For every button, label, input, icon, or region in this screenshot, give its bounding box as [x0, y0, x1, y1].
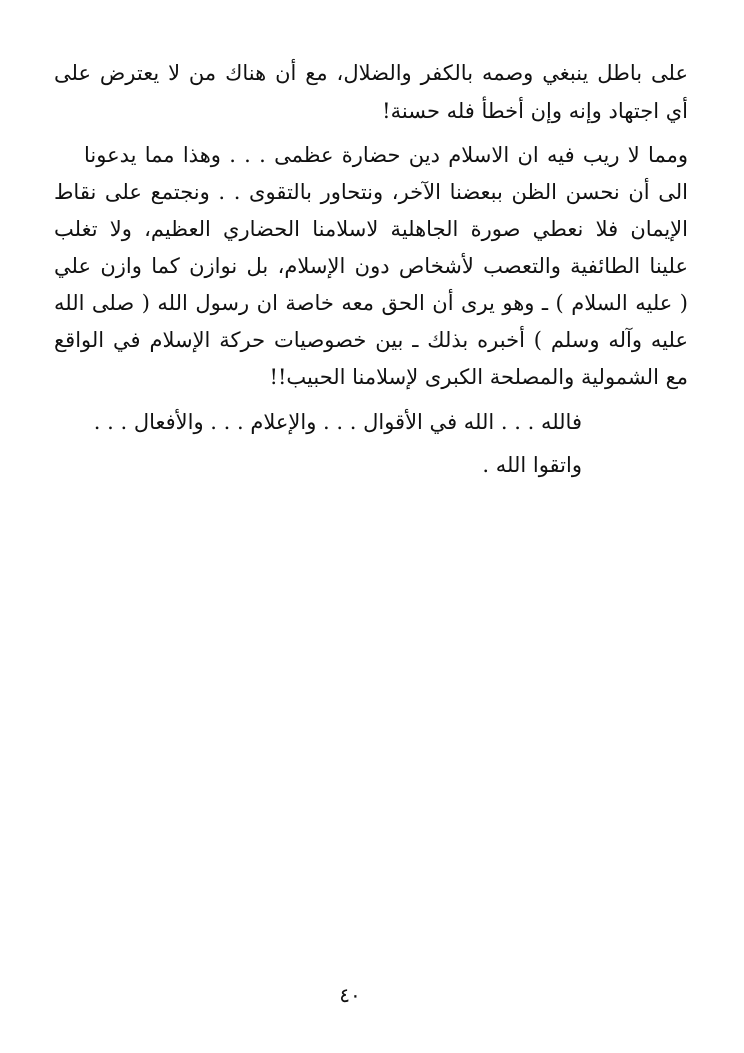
- paragraph-2-line-5: ( عليه السلام ) ـ وهو يرى أن الحق معه خاصة ان رسول الله ( صلى الله: [54, 291, 688, 315]
- closing-line-1: فالله . . . الله في الأقوال . . . والإعلام . . . والأفعال . . .: [93, 410, 582, 434]
- paragraph-2-line-2: الى أن نحسن الظن ببعضنا الآخر، ونتحاور بالتقوى . . ونجتمع على نقاط: [54, 180, 688, 204]
- closing-line-2: واتقوا الله .: [482, 453, 582, 477]
- paragraph-2-line-1: ومما لا ريب فيه ان الاسلام دين حضارة عظمى . . . وهذا مما يدعونا: [84, 143, 688, 167]
- paragraph-2-line-7: مع الشمولية والمصلحة الكبرى لإسلامنا الحبيب!!: [269, 365, 688, 389]
- page-number: ٤٠: [339, 983, 361, 1007]
- paragraph-1-line-1: على باطل ينبغي وصمه بالكفر والضلال، مع أن هناك من لا يعترض على: [54, 61, 688, 85]
- paragraph-2-line-4: علينا الطائفية والتعصب لأشخاص دون الإسلام، بل نوازن كما وازن علي: [54, 254, 688, 278]
- paragraph-2-line-3: الإيمان فلا نعطي صورة الجاهلية لاسلامنا الحضاري العظيم، ولا تغلب: [54, 217, 688, 241]
- paragraph-2-line-6: عليه وآله وسلم ) أخبره بذلك ـ بين خصوصيات حركة الإسلام في الواقع: [54, 328, 688, 352]
- paragraph-1-line-2: أي اجتهاد وإنه وإن أخطأ فله حسنة!: [382, 99, 688, 123]
